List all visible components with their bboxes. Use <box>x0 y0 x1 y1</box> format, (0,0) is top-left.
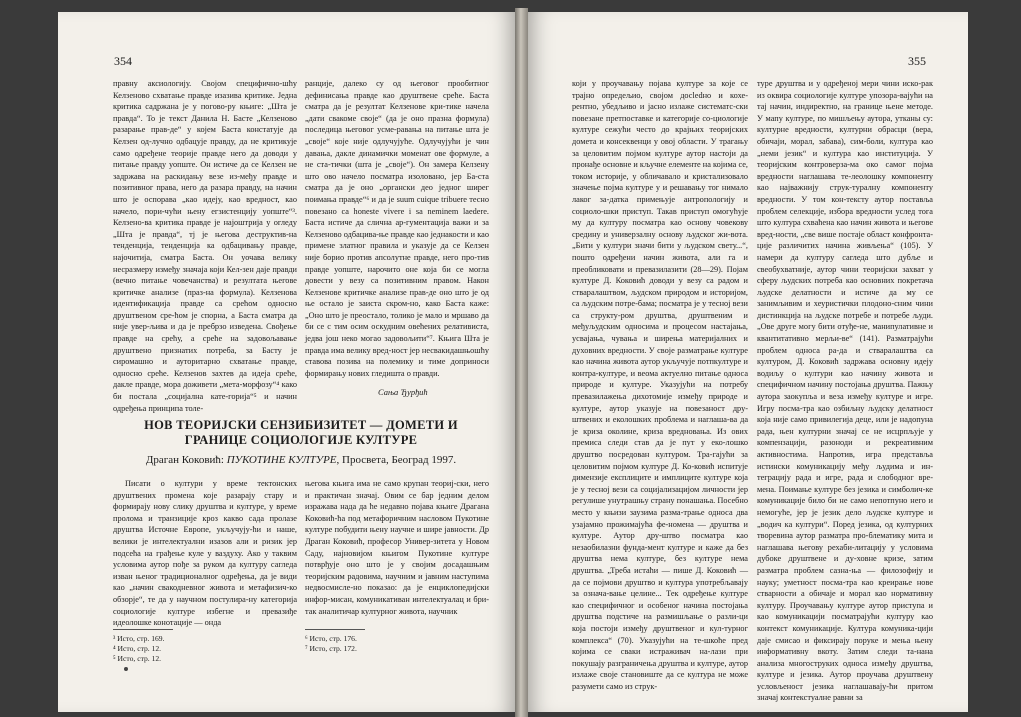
footnote-rule <box>305 629 365 630</box>
page-speck <box>124 667 128 671</box>
paragraph: његова књига има не само крупан теориј-ски, него и практичан значај. Овим се бар једним делом изражава нада да ће недавно појава књиге Драгана Коковић-ћа под метафоричним насловом Пукотине културе побудити њену научне и шире јавности. Др Драган Коковић, професор Универ-зитета у Новом Саду, најновијом књигом Пукотине културе потврђује оно што је у својим досадашњим теоријским радовима, научним и јавним наступима недвосмисле-но показао: да је енциклопедијски инфор-мисан, комуникативан интелектуалац и бри-так аналитичар културног живота, научник <box>305 479 489 616</box>
right-column-1 <box>572 78 748 704</box>
footnote: ⁴ Исто, стр. 12. <box>113 644 162 653</box>
paragraph: ранције, далеко су од његовог прообитног дефинисања правде као друштвене среће. Баста сматра да је резултат Келзенове кри-тике начела „дати свакоме своје“ (да је оно празна формула) последица његовог усме-равања на питање шта је „своје“ које није одлучујуће. Одлучујући је чин давања, дакле динамички моменат ове формуле, а не ста-тички (шта је „своје“). Он замера Келзену што ово начело посматра изоловано, јер Ба-ста сматра да је оно „органски део једног ширег поимања правде“⁶ и да је suum cuique tribuere тесно повезано са honeste vivere i sa neminem laedere. Баста истиче да слична ар-гументација важи и за Келзеново одбацива-ње правде као једнакости и као примене златног правила и указује да се Келзен није борио против апсолутне правде, него про-тив правде уопште, нарочито оне која би се могла довести у везу са позитивним правом. Након Келзенове критичке анализе прав-де оно што је од ње остало је заиста скром-но, како Баста каже: „Оно што је преостало, толико је мало и мршаво да би се с тим осим оскудним овећених релативиста, једва још неко могао задовољити“⁷. Књига Шта је правда има велику вред-ност јер несвакидашњошћу ставова позива на полемику и тиме доприноси формирању нових гледишта о правди. <box>305 79 489 378</box>
footnote-rule <box>113 629 173 630</box>
page-number-left: 354 <box>114 54 132 68</box>
left-column-3 <box>113 478 297 628</box>
article-title: НОВ ТЕОРИЈСКИ СЕНЗИБИЗИТЕТ — ДОМЕТИ И ГРАНИЦЕ СОЦИОЛОГИЈЕ КУЛТУРЕ <box>144 418 458 447</box>
right-column-2 <box>757 78 933 704</box>
footnote: ³ Исто, стр. 169. <box>113 634 165 643</box>
left-column-1 <box>113 78 297 413</box>
paragraph: Писати о култури у време тектонских друштвених промена које разарају стару и формирају нову слику друштва и културе, у време пролома и транзиције кроз какво сада пролазе друштва Источне Европе, укључују-ћи и наше, велики је интелектуални изазов али и ризик јер подсећа на грађење куле у ваздуху. Ако у таквим условима аутор пође за руком да културу сагледа изван њеног традиционалног одређења, да је види као „начин свакодневног живота и метафизич-ко обзорје“, те да у научном постулира-ну категорија социологије културе избегне и превазиђе идеолошке конотације — онда <box>113 479 297 628</box>
left-column-2 <box>305 78 489 386</box>
review-signature: Сања Ђурђић <box>378 387 428 397</box>
book-publisher: , Просвета, Београд 1997. <box>336 454 457 466</box>
left-page <box>58 12 516 712</box>
book-author: Драган Коковић: <box>145 454 224 466</box>
right-page <box>528 12 968 712</box>
left-column-4 <box>305 478 489 628</box>
footnote: ⁶ Исто, стр. 176. <box>305 634 357 643</box>
paragraph: туре друштва и у одређеној мери чини иско-рак из оквира социологије културе упозора-вајући на тај начин, индиректно, на границе њене методе. У мапу културе, по мишљењу аутора, утканы су: културне вредности, културни обрасци (вера, обичаји, морал, забава), сим-боли, култура као „неми језик“ и култура као институција. У теоријским контроверза-ма око самог појма вредности наглашава те-леолошку компоненту као најважнију струк-туралну компоненту вредности. У том кон-тексту аутор поставља проблем селекције, избора вредности услед тога што култура схваћена као начин живота и његове вред-ности, „све више постаје облаcт конфронта-ције различитих начина живљења“ (105). У намери да културу сагледа што дубље и свеобухватније, аутор чини теоријски захват у сферу људских потреба као основних покретача људске делатности и истиче да му се занимљивим и хеуристички плодоно-сним чини дистинкција на људске потребе и потребе људи. „Ове друге могу бити отуђе-не, манипулативне и квантитативно мерљи-ве“ (141). Разматрајући проблем односа ра-да и стваралаштва са културом, Д. Коковић задржава основну идеју водиљу о култури као начину живота и специфичном начину постојања друштва. Пажњу аутора заокупља и веза између културе и игре. Игру посма-тра као озбиљну људску делатност која није само привилегија деце, или је надопуна рада, њен културни значај се не исцрпљује у компензацији, разоноди и рекреативним активностима. Напротив, игра представља истински комуникацију међу људима и ин-теграцију рада и игре, рада и слободног вре-мена. Поимање културе без језика и симболич-ке комуникације било би не само непотпуно него и немогуће, јер је језик дело људске културе и „водич кa култури“. Поред језика, од културних творевина аутор разматра про-блематику мита и наглашава његову рехаби-литацију у условима дубоке друштвене и ду-ховне кризе, затим разматра проблем сазна-ња — филозофију и науку; уметност посма-тра као креирање нове стварности а обичаје и морал као нормативну културу. Проучавању културе аутор приступа и као комуникацији посматрајући културу као контекст комуникације. Култура комуника-цији даје смисао и фиксирају поруке и мења њену информативну вкоту. Затим следи та-нана анализа многоструких односа између друштва, културе и језика. Аутор проучава друштвену условљеност језика наглашавају-ћи притом значај контекстуалне равни за <box>757 79 933 703</box>
page-number-right: 355 <box>908 54 926 68</box>
book-title: ПУКОТИНЕ КУЛТУРЕ <box>226 454 337 466</box>
book-gutter <box>515 8 528 717</box>
paragraph: правну аксиологију. Својом специфично-шћу Келзеново схватање правде изазива критике. Једна критика садржана је у погово-ру књиге: „Шта је правда“. То је текст Данила Н. Басте „Келзеново разарање прав-де“ у којем Баста констатује да Келзен од-лучно одбацује правду, да не критикује само одређене теорије правде него да доводи у питање правду уопште. Он истиче да се Келзен не задржава на раскидању везе из-међу правде и позитивног права, него да разара правду, на начин што је оспорава „као идеју, као вредност, као начело, пори-чући њену егзистенцију уопште“³. Келзено-ва критика правде је најоштрија у огледу „Шта је правда“, тј је његова деструктив-на тенденција, тенденција ка одбацивању правде, најочитија, сматра Баста. Он уочава велику несразмеру између значаја који Кел-зен даје правди (вечно питање човечанства) и резултата његове критичке анализе (праз-на формула). Келзенова идентификација правде са срећом односно друштвеном сре-ћом је спорна, а Баста сматра да није увер-љива и да је пребрзо изведена. Свођење правде на срећу, а среће на задовољавање друштвено признатих потреба, за Басту је сиромашно и ауторитарно схватање правде, односно среће. Келзенов захтев да идеја среће, дакле правде, мора доживети „мета-морфозу“⁴ како би постала „социјална кате-горија“⁵ и начин одређења принципа толе- <box>113 79 297 413</box>
footnotes-right <box>305 634 357 654</box>
footnote: ⁷ Исто, стр. 172. <box>305 644 357 653</box>
footnote: ⁵ Исто, стр. 12. <box>113 654 162 663</box>
paragraph: који у проучавању појава културе за које се трајно опредељио, својом досledно и кохе-рентно, убедљиво и јасно излаже систематс-ски повезане претпоставке и категорије со-циологије културе сежући често до крајњих теоријских домета и консеквенци у овој области. У трагању за целовитим појмом културе аутор настоји да пронађе основне и кључне елементе на којима се, током историје, у обличавало и кристализовало значење појма културе у и решавању тог нимало лаког за-датка примењује антропологију и социоло-шки приступ. Такав приступ омогућује му да културу посматра као основу човекову средину и универзалну основу људског жи-вота. „Бити у култури значи бити у људском свету...“, пошто одређени начин живота, али га и преобликовати и превазилазити (28—29). Појам културе Д. Коковић доводи у везу са радом и стваралаштвом, људском природом и историјом, са људским потре-бама; посматра је у тесној вези са структу-ром друштва, друштвеним и међуљудским односима и процесом настајања, усвајања, чувања и ширења материјалних и духовних вредности. У своје разматрање културе као начина живота аутор укључује потпкултуре и контра-културе, и веома актуелно питање односа природе и културе. Указујући на потребу превазилажења дихотомије између природе и културе, аутор указује на повезаност дру-штвених и еколошких проблема и наглаша-ва да је криза околине, криза вредновања. Из ових премиса следи став да је пут у еко-лошко друштво посредован културом. Тра-гајући за целовитим појмом културе Д. Ко-ковић испитује димензије експлиците и имплиците културе која је у тесној вези са социјализацијом личности јер регулише унутрашњу страну понашања. Посебно место у књизи заузима разма-трање односа два узајамно прожимајућа фе-номена — друштва и културе. Аутор дру-штво посматра као незаобилазни фунда-мент културе и каже да без друштва нема културе, без културе нема друштва. „Треба истаћи — пише Д. Коковић — да се појмови друштво и култура употребљавају за означа-вање целине... Тек одређење културе као специфичног и особеног начина постојања друштва подстиче на размишљање о разли-ци која постоји између друштвеног и кул-турног комплекса“ (70). Указујући на те-шкоћe пред којима се сваки истраживач на-лази при покушају разграничења друштва и културе, аутор излаже своје становиште да се култура не може разумети само из струк- <box>572 79 748 691</box>
book-reference <box>113 454 489 466</box>
footnotes-left <box>113 634 165 664</box>
